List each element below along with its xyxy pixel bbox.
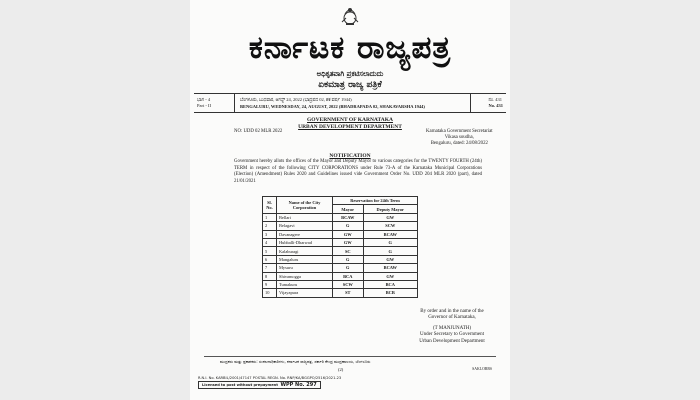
row-mayor-reservation: ST <box>333 289 364 297</box>
part-label: ಭಾಗ - 4 Part - II <box>197 97 211 108</box>
page-number: (2) <box>338 367 344 372</box>
notification-title: NOTIFICATION <box>329 153 371 159</box>
table-row <box>263 280 418 288</box>
row-corporation-name: Vijayapura <box>277 289 333 297</box>
masthead-subtitle: ಏಕಮಾತ್ರ ರಾಜ್ಯ ಪತ್ರಿಕೆ <box>318 80 382 90</box>
row-corporation-name: Belagavi <box>277 222 333 230</box>
row-deputy-reservation: GW <box>363 255 417 263</box>
table-row <box>263 272 418 280</box>
row-deputy-reservation: BCB <box>363 289 417 297</box>
table-row <box>263 247 418 255</box>
row-deputy-reservation: BCAW <box>363 264 417 272</box>
row-mayor-reservation: BCA <box>333 272 364 280</box>
order-number: NO: UDD 02 MLR 2022 <box>234 129 283 134</box>
row-deputy-reservation: G <box>363 238 417 246</box>
row-corporation-name: Shivamogga <box>277 272 333 280</box>
state-emblem-icon <box>338 4 362 26</box>
row-corporation-name: Hubballi-Dharwad <box>277 238 333 246</box>
table-row <box>263 255 418 263</box>
row-sl-no: 9 <box>263 280 277 288</box>
row-deputy-reservation: SCW <box>363 222 417 230</box>
row-mayor-reservation: G <box>333 222 364 230</box>
row-mayor-reservation: SCW <box>333 280 364 288</box>
row-corporation-name: Kalaburagi <box>277 247 333 255</box>
row-corporation-name: Davanagere <box>277 230 333 238</box>
row-deputy-reservation: BCAW <box>363 230 417 238</box>
row-sl-no: 2 <box>263 222 277 230</box>
row-deputy-reservation: GW <box>363 213 417 221</box>
col-corporation: Name of the City Corporation <box>277 197 333 214</box>
row-corporation-name: Tumakuru <box>277 280 333 288</box>
row-sl-no: 4 <box>263 238 277 246</box>
gazette-page <box>190 0 510 400</box>
table-row <box>263 222 418 230</box>
reservation-table <box>262 196 418 298</box>
row-sl-no: 3 <box>263 230 277 238</box>
col-reservation: Reservation for 24th Term <box>333 197 418 205</box>
issue-info-bar <box>194 93 506 113</box>
col-mayor: Mayor <box>333 205 364 213</box>
table-row <box>263 289 418 297</box>
row-deputy-reservation: G <box>363 247 417 255</box>
postal-license-box: Licensed to post without prepayment WPP No. 297 <box>198 381 321 389</box>
col-sl-no: Sl. No. <box>263 197 277 214</box>
row-corporation-name: Mangaluru <box>277 255 333 263</box>
registration-info: R.N.I. No. KARBIL/2001/47147 POSTAL REGN. No. RNP/KA/BGGPO/2516/2021-23 Licensed to post without prepayment WPP No. 297 <box>198 376 342 388</box>
row-mayor-reservation: G <box>333 255 364 263</box>
row-mayor-reservation: G <box>333 264 364 272</box>
row-deputy-reservation: BCA <box>363 280 417 288</box>
notification-text: Government hereby allots the offices of the Mayor and Deputy Mayor to various categories for the TWENTY FOURTH (24th) TERM in respect of the following CITY CORPORATIONS under Rule 73-A of the Karnataka Municipal Corporations (Election) (Amendment) Rules 2020 and Guidelines issued vide Government Order No. UDD 204 MLR 2020 (part), dated 21/01/2021 <box>234 159 482 184</box>
masthead-subtitle-kannada: ಅಧಿಕೃತವಾಗಿ ಪ್ರಕಟಿಸಲಾದುದು <box>316 70 384 78</box>
signature-block: By order and in the name of the Governor of Karnataka, (T MANJUNATH) Under Secretary to Government Urban Development Department <box>419 309 485 344</box>
issue-number: ನಂ. 431 No. 431 <box>488 97 503 108</box>
row-mayor-reservation: BCAW <box>333 213 364 221</box>
table-row <box>263 230 418 238</box>
row-mayor-reservation: SC <box>333 247 364 255</box>
row-mayor-reservation: GW <box>333 230 364 238</box>
issue-date: ಬೆಂಗಳೂರು, ಬುಧವಾರ, ಆಗಸ್ಟ್ 24, 2022 (ಭಾದ್ರಪದ 02, ಶಕ ವರ್ಷ 1944) BENGALURU, WEDNESDAY, 24, AUGUST, 2022 (BHADRAPADA 02, SHAKAVARSHA 1944) <box>240 97 425 109</box>
printer-line: ಮುದ್ರಕರು ಮತ್ತು ಪ್ರಕಾಶಕರು: ಸಂಕಲನಾಧಿಕಾರಿಗಳು, ಕರ್ನಾಟಕ ರಾಜ್ಯಪತ್ರ, ಸರ್ಕಾರಿ ಕೇಂದ್ರ ಮುದ್ರಣಾಲಯ, ಬೆಂಗಳೂರು <box>220 359 371 364</box>
row-sl-no: 1 <box>263 213 277 221</box>
government-heading: GOVERNMENT OF KARNATAKA URBAN DEVELOPMENT DEPARTMENT <box>298 117 402 130</box>
row-sl-no: 10 <box>263 289 277 297</box>
row-sl-no: 8 <box>263 272 277 280</box>
row-sl-no: 6 <box>263 255 277 263</box>
row-mayor-reservation: GW <box>333 238 364 246</box>
table-row <box>263 264 418 272</box>
row-corporation-name: Mysuru <box>277 264 333 272</box>
printer-code: SAKLORBS <box>472 367 492 371</box>
row-deputy-reservation: GW <box>363 272 417 280</box>
table-row <box>263 238 418 246</box>
gazette-masthead: ಕರ್ನಾಟಕ ರಾಜ್ಯಪತ್ರ <box>248 30 452 66</box>
row-corporation-name: Bellari <box>277 213 333 221</box>
col-deputy-mayor: Deputy Mayor <box>363 205 417 213</box>
row-sl-no: 7 <box>263 264 277 272</box>
secretariat-address: Karnataka Government Secretariat Vikasa soudha, Bengaluru, dated: 24/08/2022 <box>426 129 493 146</box>
table-row <box>263 213 418 221</box>
row-sl-no: 5 <box>263 247 277 255</box>
